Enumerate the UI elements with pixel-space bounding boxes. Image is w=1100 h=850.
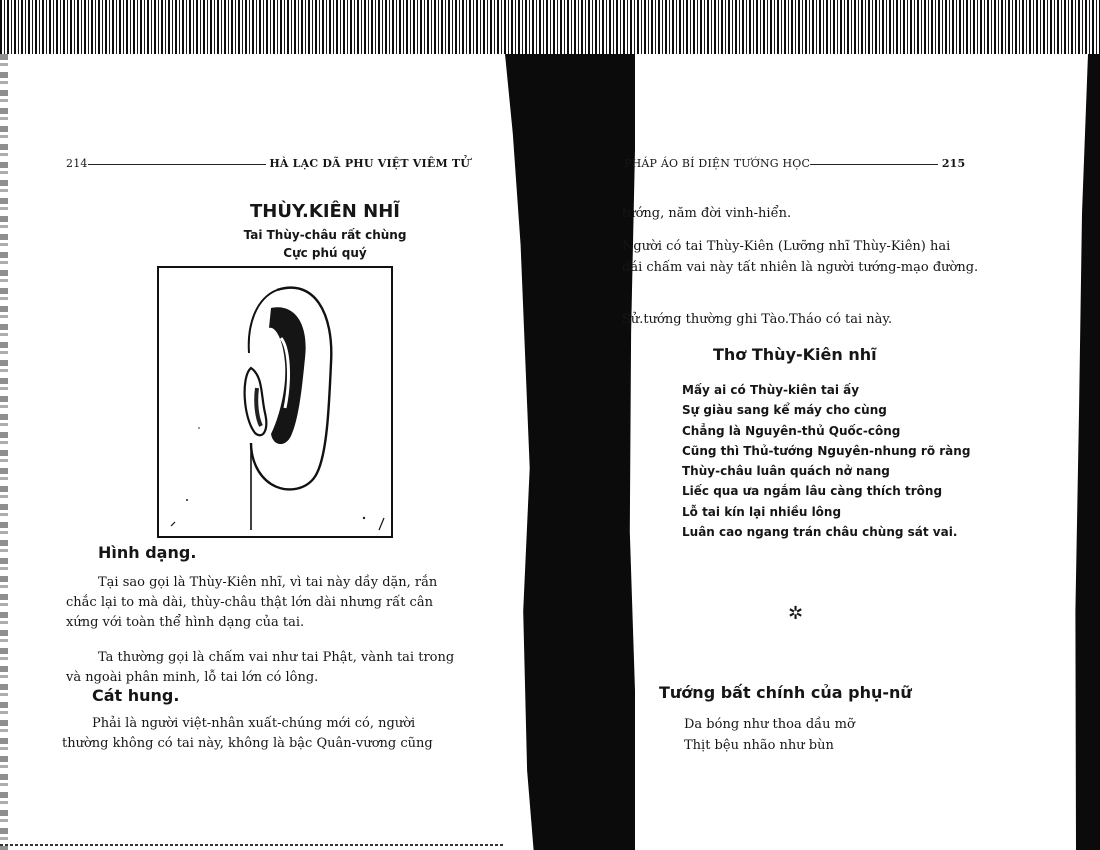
left-header-text: HÀ LẠC DÃ PHU VIỆT VIÊM TỬ (269, 157, 471, 170)
left-running-header (66, 157, 470, 170)
poem-line: Mấy ai có Thùy-kiên tai ấy (682, 383, 860, 397)
ear-illustration-icon (159, 268, 391, 536)
text-line: và ngoài phân minh, lỗ tai lớn có lông. (66, 670, 319, 685)
left-page-number: 214 (66, 157, 88, 170)
text-line: tướng, năm đời vinh-hiển. (622, 206, 792, 221)
heading-hinh-dang: Hình dạng. (98, 543, 197, 562)
poem-line: Lỗ tai kín lại nhiều lông (682, 504, 842, 519)
right-header-text: PHÁP ÁO BÍ DIỆN TƯỚNG HỌC (624, 157, 811, 170)
subtitle-2: Cực phú quý (283, 246, 367, 260)
text-line: Ta thường gọi là chấm vai như tai Phật, vành tai trong (98, 650, 455, 665)
poem-line: Liếc qua ưa ngắm lâu càng thích trông (682, 484, 943, 499)
paragraph-cham-vai (66, 648, 472, 688)
text-line: Người có tai Thùy-Kiên (Lưỡng nhĩ Thùy-Kiên) hai (622, 239, 951, 254)
poem-line: Chẳng là Nguyên-thủ Quốc-công (682, 423, 901, 438)
text-line: thường không có tai này, không là bậc Quân-vương cũng (62, 736, 433, 751)
ornament-icon: ✲ (788, 603, 804, 624)
scan-border-top (0, 0, 1100, 54)
text-line: Sử.tướng thường ghi Tào.Tháo có tai này. (622, 312, 893, 327)
header-rule (810, 164, 938, 165)
subtitle-1: Tai Thùy-châu rất chùng (243, 228, 407, 242)
text-line: Da bóng như thoa dầu mỡ (684, 717, 855, 732)
text-line: Thịt bệu nhão như bùn (684, 738, 834, 753)
text-line: Tại sao gọi là Thùy-Kiên nhĩ, vì tai này dầy dặn, rắn (98, 575, 438, 590)
ear-figure (157, 266, 393, 538)
poem-line: Cũng thì Thủ-tướng Nguyên-nhung rõ ràng (682, 443, 971, 458)
poem-line: Sự giàu sang kể máy cho cùng (682, 403, 887, 418)
heading-cat-hung: Cát hung. (92, 686, 180, 705)
text-line: xứng với toàn thể hình dạng của tai. (66, 615, 305, 630)
poem-line: Luân cao ngang trán châu chùng sát vai. (682, 525, 958, 540)
poem-line: Thùy-châu luân quách nở nang (682, 464, 890, 479)
page-title: THÙY.KIÊN NHĨ (250, 201, 400, 222)
text-line: dái chấm vai này tất nhiên là người tướng-mạo đường. (622, 260, 979, 275)
text-line: Phải là người việt-nhân xuất-chúng mới có, người (92, 716, 416, 731)
section-heading: Tướng bất chính của phụ-nữ (659, 683, 912, 702)
poem-title: Thơ Thùy-Kiên nhĩ (713, 345, 877, 364)
section-lines (684, 714, 855, 756)
scan-border-left (0, 54, 8, 850)
text-line: chắc lại to mà dài, thùy-châu thật lớn dài nhưng rất cân (66, 595, 433, 610)
paragraph-hinh-dang (66, 573, 472, 633)
right-running-header (624, 157, 965, 170)
header-rule (88, 164, 266, 165)
scan-border-bottom (0, 844, 505, 846)
paragraph-thuy-kien (622, 236, 1002, 278)
paragraph-cat-hung (62, 714, 472, 754)
scan-border-right (1070, 54, 1100, 850)
poem (682, 380, 1002, 542)
right-page-number: 215 (941, 157, 966, 170)
book-gutter-shadow (505, 54, 635, 850)
